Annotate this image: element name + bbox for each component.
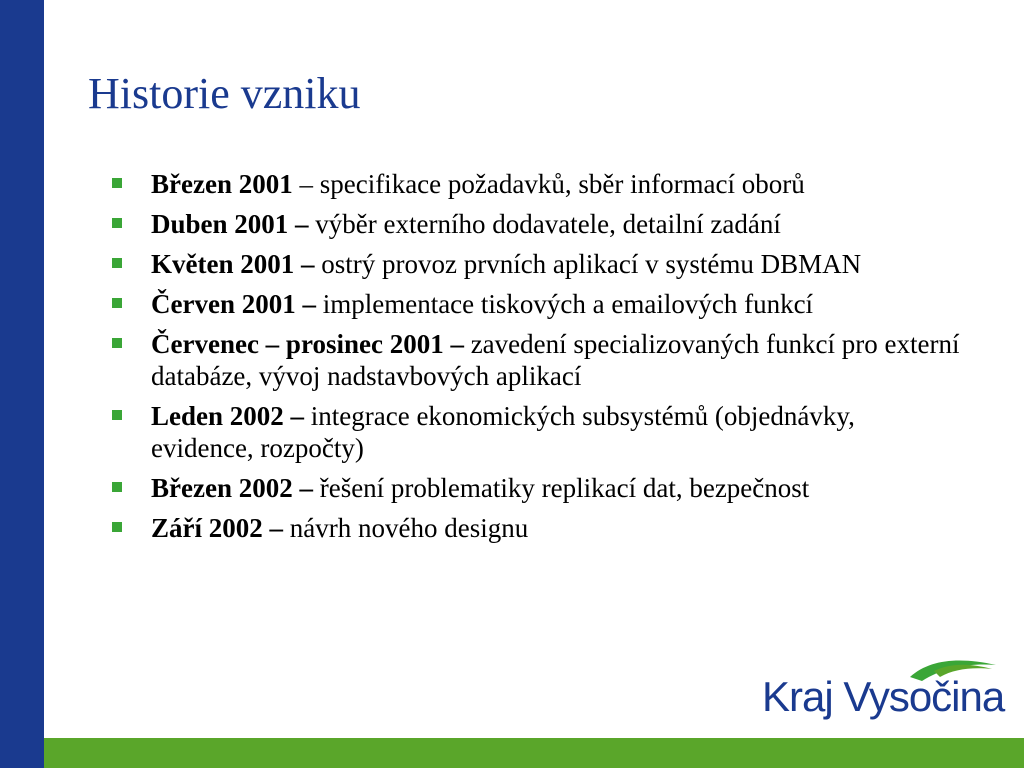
bullet-item (112, 248, 962, 280)
kraj-vysocina-logo (758, 655, 1003, 725)
bullet-text: – specifikace požadavků, sběr informací oborů (292, 169, 805, 199)
bullet-item (112, 512, 962, 544)
slide-title: Historie vzniku (88, 69, 361, 118)
bullet-date: Září 2002 – (151, 513, 283, 543)
bullet-date: Březen 2001 (151, 169, 293, 199)
bullet-date: Červenec – prosinec 2001 – (151, 329, 464, 359)
bullet-text: implementace tiskových a emailových funkcí (315, 289, 814, 319)
bullet-date: Květen 2001 – (151, 249, 315, 279)
square-bullet-icon (112, 410, 122, 420)
bullet-text: ostrý provoz prvních aplikací v systému DBMAN (314, 249, 862, 279)
left-accent-bar (0, 0, 44, 768)
bullet-item (112, 168, 962, 200)
bullet-text: zavedení specializovaných funkcí pro externí databáze, vývoj nadstavbových aplikací (151, 329, 960, 391)
bullet-text: výběr externího dodavatele, detailní zadání (308, 209, 781, 239)
bullet-text: integrace ekonomických subsystémů (objednávky, evidence, rozpočty) (151, 401, 855, 463)
square-bullet-icon (112, 258, 122, 268)
bullet-item (112, 472, 962, 504)
bullet-date: Červen 2001 – (151, 289, 316, 319)
logo-text: Kraj Vysočina (762, 673, 1005, 720)
bullet-item (112, 328, 962, 392)
bullet-date: Leden 2002 – (151, 401, 305, 431)
square-bullet-icon (112, 522, 122, 532)
bullet-item (112, 208, 962, 240)
square-bullet-icon (112, 218, 122, 228)
bottom-accent-bar (44, 738, 1024, 768)
bullet-date: Duben 2001 – (151, 209, 309, 239)
square-bullet-icon (112, 178, 122, 188)
bullet-list (112, 168, 962, 552)
square-bullet-icon (112, 338, 122, 348)
bullet-item (112, 400, 962, 464)
bullet-text: řešení problematiky replikací dat, bezpečnost (312, 473, 810, 503)
bullet-text: návrh nového designu (283, 513, 529, 543)
bullet-item (112, 288, 962, 320)
square-bullet-icon (112, 482, 122, 492)
bullet-date: Březen 2002 – (151, 473, 313, 503)
square-bullet-icon (112, 298, 122, 308)
